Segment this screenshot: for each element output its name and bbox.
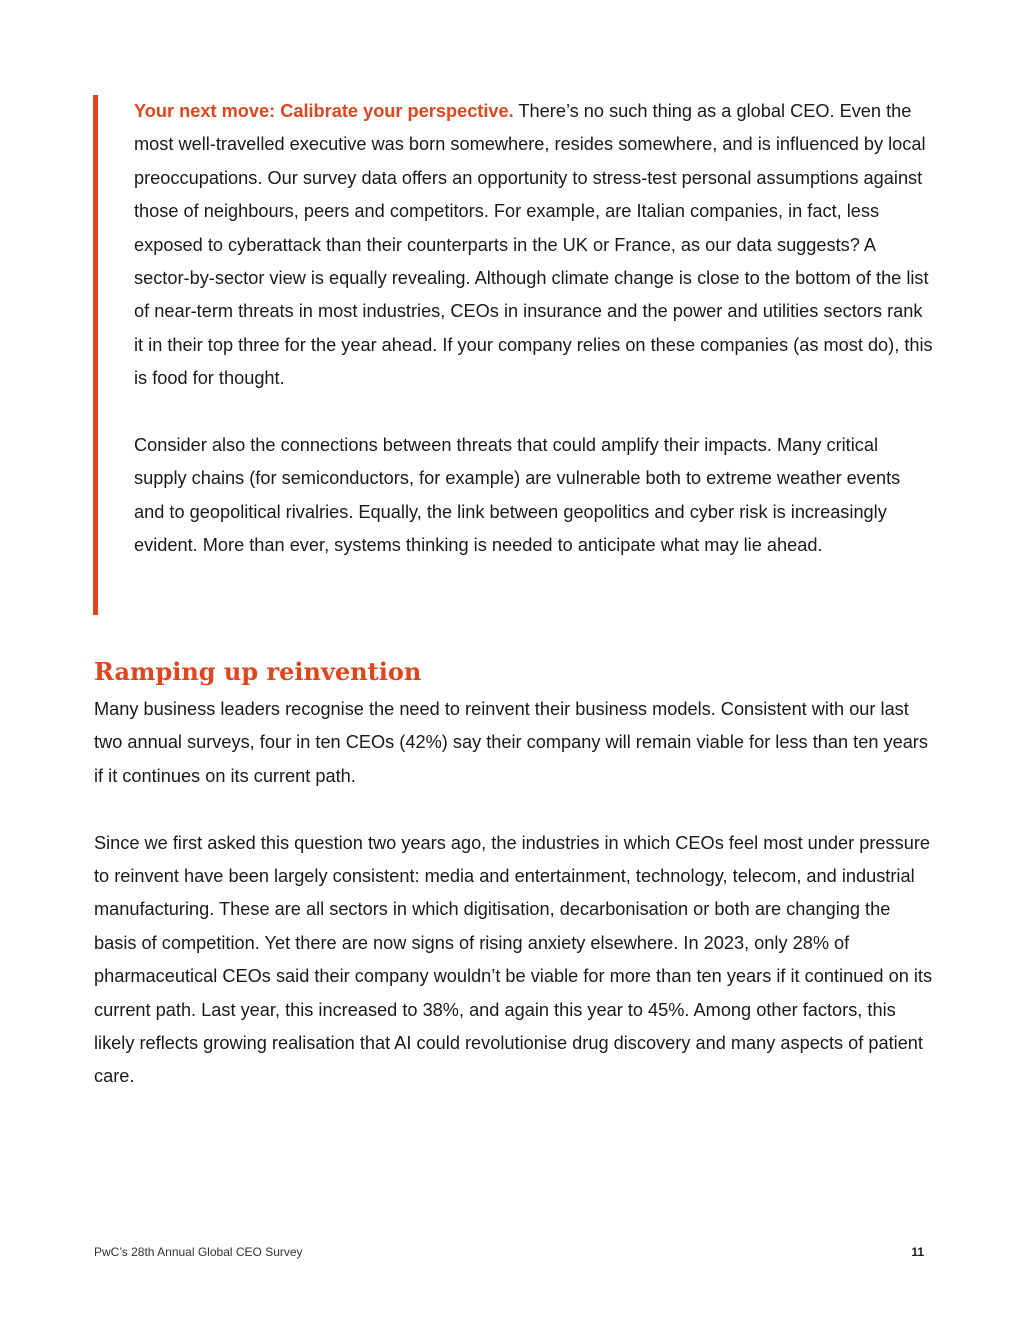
callout-lead: Your next move: Calibrate your perspective. (134, 101, 514, 121)
footer-title: PwC’s 28th Annual Global CEO Survey (94, 1245, 303, 1259)
reinvention-section (94, 655, 934, 1094)
section-heading: Ramping up reinvention (94, 657, 422, 686)
section-paragraph-1: Many business leaders recognise the need to reinvent their business models. Consistent with our last two annual surveys, four in ten CEOs (42%) say their company will remain viable for less than ten years if it continues on its current path. (94, 699, 928, 786)
callout-paragraph-1-text: There’s no such thing as a global CEO. Even the most well-travelled executive was born somewhere, resides somewhere, and is influenced by local preoccupations. Our survey data offers an opportunity to stress-test personal assumptions against those of neighbours, peers and competitors. For example, are Italian companies, in fact, less exposed to cyberattack than their counterparts in the UK or France, as our data suggests? A sector-by-sector view is equally revealing. Although climate change is close to the bottom of the list of near-term threats in most industries, CEOs in insurance and the power and utilities sectors rank it in their top three for the year ahead. If your company relies on these companies (as most do), this is food for thought. (134, 101, 933, 389)
section-paragraph-2: Since we first asked this question two years ago, the industries in which CEOs feel most under pressure to reinvent have been largely consistent: media and entertainment, technology, telecom, and industrial manufacturing. These are all sectors in which digitisation, decarbonisation or both are changing the basis of competition. Yet there are now signs of rising anxiety elsewhere. In 2023, only 28% of pharmaceutical CEOs said their company wouldn’t be viable for more than ten years if it continued on its current path. Last year, this increased to 38%, and again this year to 45%. Among other factors, this likely reflects growing realisation that AI could revolutionise drug discovery and many aspects of patient care. (94, 832, 933, 1087)
callout-paragraph-1 (134, 95, 933, 396)
callout-paragraph-2: Consider also the connections between threats that could amplify their impacts. Many critical supply chains (for semiconductors, for example) are vulnerable both to extreme weather events and to geopolitical rivalries. Equally, the link between geopolitics and cyber risk is increasingly evident. More than ever, systems thinking is needed to anticipate what may lie ahead. (134, 435, 901, 556)
page-number: 11 (911, 1245, 924, 1259)
callout-block (93, 95, 933, 615)
